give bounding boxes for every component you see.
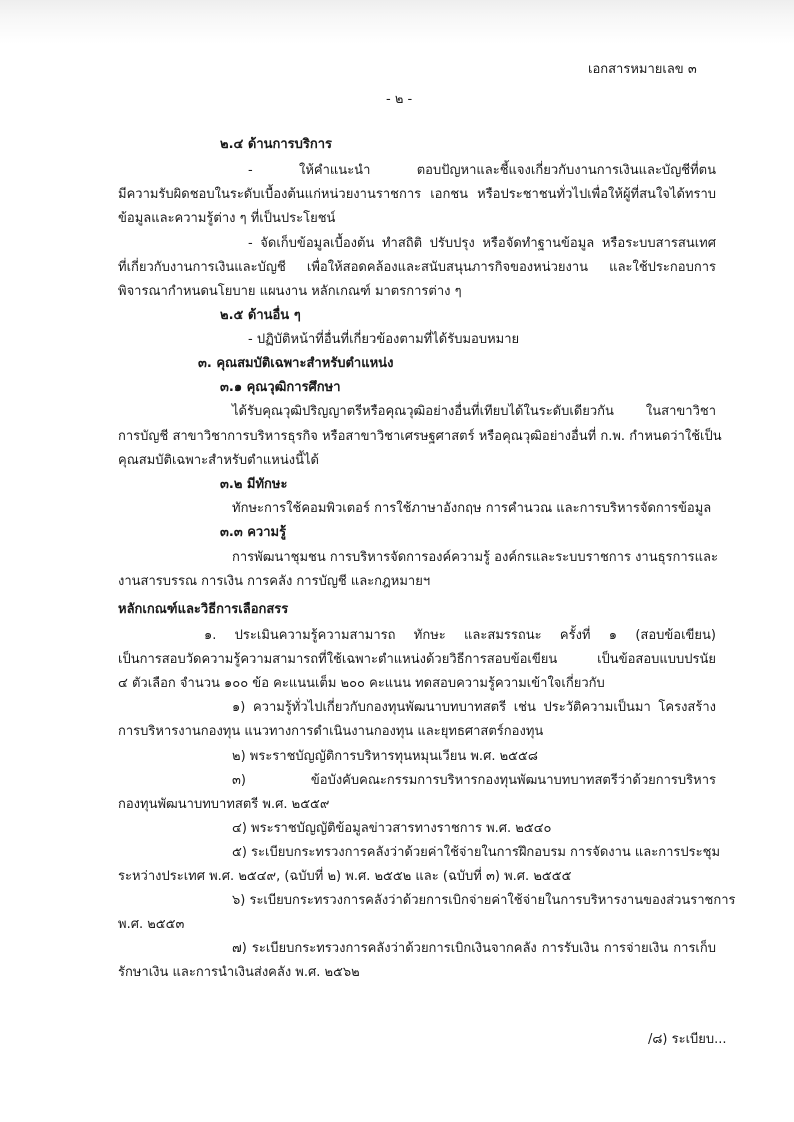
service-para-1-line-3: ข้อมูลและความรู้ต่าง ๆ ที่เป็นประโยชน์ <box>118 211 336 226</box>
document-number: เอกสารหมายเลข ๓ <box>588 62 697 77</box>
criteria-item-4: ๔) พระราชบัญญัติข้อมูลข่าวสารทางราชการ พ.ศ. ๒๕๔๐ <box>232 821 552 836</box>
heading-2-5: ๒.๕ ด้านอื่น ๆ <box>220 308 301 323</box>
heading-2-4: ๒.๔ ด้านการบริการ <box>220 137 333 152</box>
heading-3: ๓. คุณสมบัติเฉพาะสำหรับตำแหน่ง <box>198 356 394 371</box>
criteria-item-7-line-2: รักษาเงิน และการนำเงินส่งคลัง พ.ศ. ๒๕๖๒ <box>118 965 360 980</box>
criteria-item-3-line-2: กองทุนพัฒนาบทบาทสตรี พ.ศ. ๒๕๕๙ <box>118 797 330 812</box>
page-number: - ๒ - <box>386 92 413 107</box>
heading-3-3: ๓.๓ ความรู้ <box>220 525 287 540</box>
continuation-marker: /๘) ระเบียบ... <box>648 1032 727 1047</box>
service-para-2-line-1: - จัดเก็บข้อมูลเบื้องต้น ทำสถิติ ปรับปรุง หรือจัดทำฐานข้อมูล หรือระบบสารสนเทศ <box>248 236 716 251</box>
education-line-1: ได้รับคุณวุฒิปริญญาตรีหรือคุณวุฒิอย่างอื่นที่เทียบได้ในระดับเดียวกัน ในสาขาวิชา <box>232 404 716 419</box>
criteria-item-2: ๒) พระราชบัญญัติการบริหารทุนหมุนเวียน พ.ศ. ๒๕๕๘ <box>232 749 538 764</box>
criteria-item-3-line-1: ๓) ข้อบังคับคณะกรรมการบริหารกองทุนพัฒนาบทบาทสตรีว่าด้วยการบริหาร <box>232 773 716 788</box>
criteria-heading: หลักเกณฑ์และวิธีการเลือกสรร <box>118 602 289 617</box>
criteria-item-6-line-2: พ.ศ. ๒๕๕๓ <box>118 917 185 932</box>
criteria-item-1-line-2: การบริหารงานกองทุน แนวทางการดำเนินงานกองทุน และยุทธศาสตร์กองทุน <box>118 724 544 739</box>
criteria-item-1-line-1: ๑) ความรู้ทั่วไปเกี่ยวกับกองทุนพัฒนาบทบาทสตรี เช่น ประวัติความเป็นมา โครงสร้าง <box>232 700 716 715</box>
criteria-item-6-line-1: ๖) ระเบียบกระทรวงการคลังว่าด้วยการเบิกจ่ายค่าใช้จ่ายในการบริหารงานของส่วนราชการ <box>232 893 736 908</box>
service-para-2-line-3: พิจารณากำหนดนโยบาย แผนงาน หลักเกณฑ์ มาตรการต่าง ๆ <box>118 284 462 299</box>
knowledge-line-2: งานสารบรรณ การเงิน การคลัง การบัญชี และกฎหมายฯ <box>118 574 431 589</box>
heading-3-1: ๓.๑ คุณวุฒิการศึกษา <box>220 380 341 395</box>
criteria-intro-line-2: เป็นการสอบวัดความรู้ความสามารถที่ใช้เฉพาะตำแหน่งด้วยวิธีการสอบข้อเขียน เป็นข้อสอบแบบปรนัย <box>118 652 716 667</box>
skills-line: ทักษะการใช้คอมพิวเตอร์ การใช้ภาษาอังกฤษ การคำนวณ และการบริหารจัดการข้อมูล <box>232 501 712 516</box>
service-para-1-line-1: - ให้คำแนะนำ ตอบปัญหาและชี้แจงเกี่ยวกับงานการเงินและบัญชีที่ตน <box>248 163 716 178</box>
other-duties-line: - ปฏิบัติหน้าที่อื่นที่เกี่ยวข้องตามที่ได้รับมอบหมาย <box>248 332 520 347</box>
education-line-3: คุณสมบัติเฉพาะสำหรับตำแหน่งนี้ได้ <box>118 453 319 468</box>
education-line-2: การบัญชี สาขาวิชาการบริหารธุรกิจ หรือสาขาวิชาเศรษฐศาสตร์ หรือคุณวุฒิอย่างอื่นที่ ก.พ. กำหนดว่าใช้เป็น <box>118 429 722 444</box>
criteria-item-5-line-2: ระหว่างประเทศ พ.ศ. ๒๕๔๙, (ฉบับที่ ๒) พ.ศ. ๒๕๕๒ และ (ฉบับที่ ๓) พ.ศ. ๒๕๕๕ <box>118 869 572 884</box>
criteria-intro-line-1: ๑. ประเมินความรู้ความสามารถ ทักษะ และสมรรถนะ ครั้งที่ ๑ (สอบข้อเขียน) <box>204 628 716 643</box>
criteria-intro-line-3: ๔ ตัวเลือก จำนวน ๑๐๐ ข้อ คะแนนเต็ม ๒๐๐ คะแนน ทดสอบความรู้ความเข้าใจเกี่ยวกับ <box>118 676 605 691</box>
service-para-2-line-2: ที่เกี่ยวกับงานการเงินและบัญชี เพื่อให้สอดคล้องและสนับสนุนภารกิจของหน่วยงาน และใช้ประกอบการ <box>118 260 716 275</box>
service-para-1-line-2: มีความรับผิดชอบในระดับเบื้องต้นแก่หน่วยงานราชการ เอกชน หรือประชาชนทั่วไปเพื่อให้ผู้ที่สนใจได้ทราบ <box>118 187 716 202</box>
knowledge-line-1: การพัฒนาชุมชน การบริหารจัดการองค์ความรู้ องค์กรและระบบราชการ งานธุรการและ <box>232 550 718 565</box>
criteria-item-7-line-1: ๗) ระเบียบกระทรวงการคลังว่าด้วยการเบิกเงินจากคลัง การรับเงิน การจ่ายเงิน การเก็บ <box>232 941 716 956</box>
heading-3-2: ๓.๒ มีทักษะ <box>220 477 288 492</box>
criteria-item-5-line-1: ๕) ระเบียบกระทรวงการคลังว่าด้วยค่าใช้จ่ายในการฝึกอบรม การจัดงาน และการประชุม <box>232 845 721 860</box>
scan-shadow <box>0 0 794 44</box>
